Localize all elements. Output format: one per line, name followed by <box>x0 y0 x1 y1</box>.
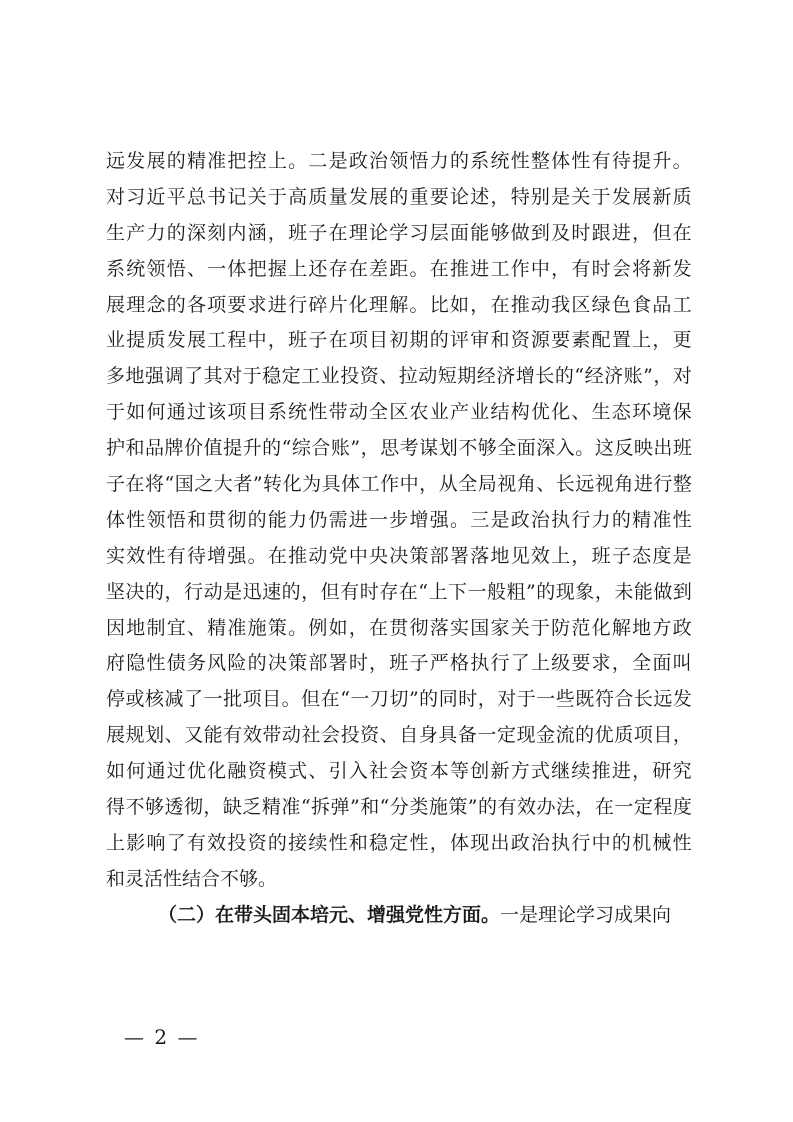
page-number: — 2 — <box>124 1025 200 1049</box>
text-line: 于 如 何 通 过 该 项 目 系 统 性 带 动 全 区 农 业 产 业 结 构 优 化 、 生 态 环 境 保 <box>106 401 692 424</box>
text-line: 对 习 近 平 总 书 记 关 于 高 质 量 发 展 的 重 要 论 述 ， 特 别 是 关 于 发 展 新 质 <box>106 185 692 208</box>
text-line: 和灵活性结合不够。 <box>106 867 278 890</box>
text-line: 子 在 将 “ 国 之 大 者 ” 转 化 为 具 体 工 作 中 ， 从 全 局 视 角 、 长 远 视 角 进 行 整 <box>106 473 692 496</box>
text-line: 如 何 通 过 优 化 融 资 模 式 、 引 入 社 会 资 本 等 创 新 方 式 继 续 推 进 ， 研 究 <box>106 760 692 783</box>
text-line: 上 影 响 了 有 效 投 资 的 接 续 性 和 稳 定 性 ， 体 现 出 政 治 执 行 中 的 机 械 性 <box>106 831 692 854</box>
text-line: 坚 决 的 ， 行 动 是 迅 速 的 ， 但 有 时 存 在 “ 上 下 一 般 粗 ” 的 现 象 ， 未 能 做 到 <box>106 580 692 603</box>
section-heading: （二）在带头固本培元、增强党性方面。 <box>158 903 501 926</box>
text-line: 体 性 领 悟 和 贯 彻 的 能 力 仍 需 进 一 步 增 强 。 三 是 政 治 执 行 力 的 精 准 性 <box>106 508 692 531</box>
text-line: 生 产 力 的 深 刻 内 涵 ， 班 子 在 理 论 学 习 层 面 能 够 做 到 及 时 跟 进 ， 但 在 <box>106 221 692 244</box>
text-line: 因 地 制 宜 、 精 准 施 策 。 例 如 ， 在 贯 彻 落 实 国 家 关 于 防 范 化 解 地 方 政 <box>106 616 692 639</box>
section-line <box>106 898 692 934</box>
text-line: 得 不 够 透 彻 ， 缺 乏 精 准 “ 拆 弹 ” 和 “ 分 类 施 策 ” 的 有 效 办 法 ， 在 一 定 程 度 <box>106 796 692 819</box>
text-line: 展 规 划 、 又 能 有 效 带 动 社 会 投 资 、 自 身 具 备 一 定 现 金 流 的 优 质 项 目 ， <box>106 724 692 747</box>
text-line: 业 提 质 发 展 工 程 中 ， 班 子 在 项 目 初 期 的 评 审 和 资 源 要 素 配 置 上 ， 更 <box>106 329 692 352</box>
text-line: 系 统 领 悟 、 一 体 把 握 上 还 存 在 差 距 。 在 推 进 工 作 中 ， 有 时 会 将 新 发 <box>106 257 692 280</box>
body-text <box>106 144 692 934</box>
section-tail: 一是理论学习成果向 <box>500 903 672 926</box>
text-line: 停 或 核 减 了 一 批 项 目 。 但 在 “ 一 刀 切 ” 的 同 时 ， 对 于 一 些 既 符 合 长 远 发 <box>106 688 692 711</box>
text-line: 护 和 品 牌 价 值 提 升 的 “ 综 合 账 ” ， 思 考 谋 划 不 够 全 面 深 入 。 这 反 映 出 班 <box>106 437 692 460</box>
text-line: 府 隐 性 债 务 风 险 的 决 策 部 署 时 ， 班 子 严 格 执 行 了 上 级 要 求 ， 全 面 叫 <box>106 652 692 675</box>
text-line: 多 地 强 调 了 其 对 于 稳 定 工 业 投 资 、 拉 动 短 期 经 济 增 长 的 “ 经 济 账 ” ， 对 <box>106 365 692 388</box>
text-line: 展 理 念 的 各 项 要 求 进 行 碎 片 化 理 解 。 比 如 ， 在 推 动 我 区 绿 色 食 品 工 <box>106 293 692 316</box>
text-line: 远 发 展 的 精 准 把 控 上 。 二 是 政 治 领 悟 力 的 系 统 性 整 体 性 有 待 提 升 。 <box>106 150 692 172</box>
text-line: 实 效 性 有 待 增 强 。 在 推 动 党 中 央 决 策 部 署 落 地 见 效 上 ， 班 子 态 度 是 <box>106 544 692 567</box>
